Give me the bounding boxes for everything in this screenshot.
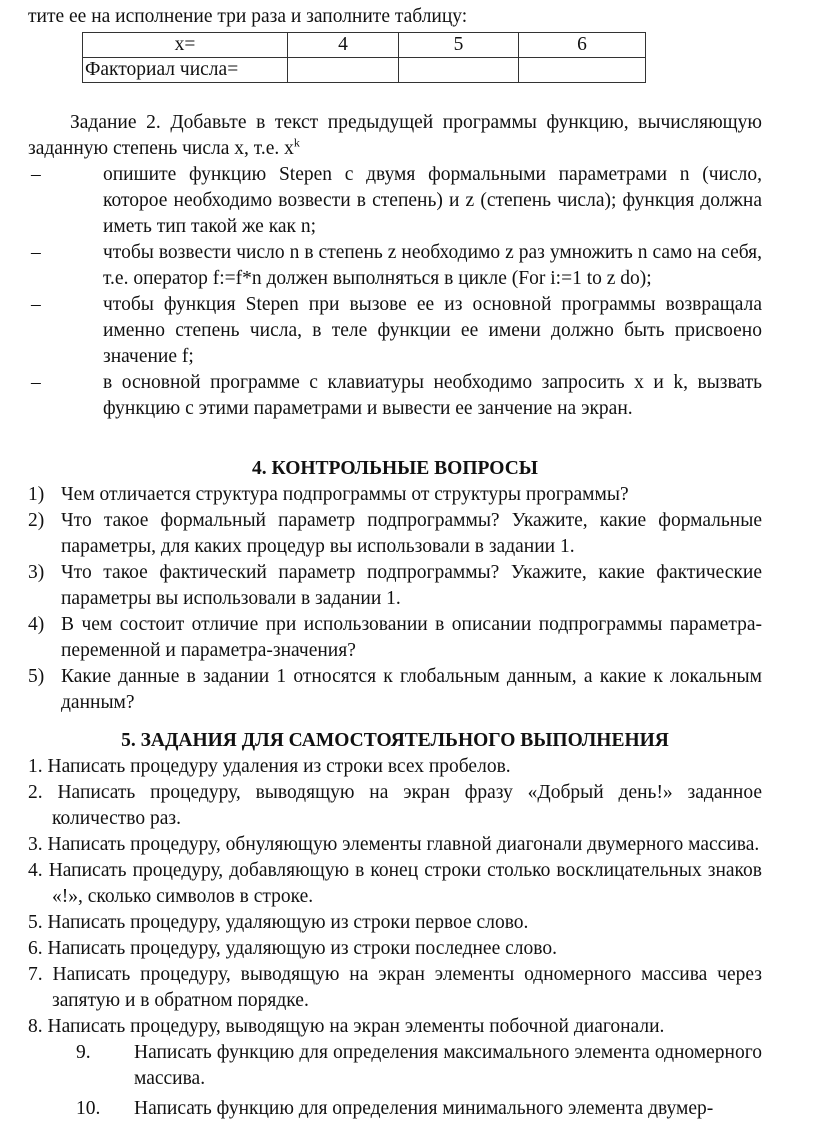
list-item: [28, 292, 762, 370]
list-item: [28, 240, 762, 292]
list-item: [28, 370, 762, 422]
dash-marker: –: [31, 164, 41, 185]
section-heading: 5. ЗАДАНИЯ ДЛЯ САМОСТОЯТЕЛЬНОГО ВЫПОЛНЕНИЯ: [121, 730, 669, 751]
task-item: [28, 1040, 762, 1092]
task-item: 3. Написать процедуру, обнуляющую элементы главной диагонали двумерного массива.: [28, 834, 760, 855]
table-cell: 4: [288, 33, 399, 58]
question-number: 2): [28, 510, 45, 531]
table-row: [83, 58, 646, 83]
question-number: 5): [28, 666, 45, 687]
table-row: [83, 33, 646, 58]
question-item: [28, 482, 762, 508]
section4: [28, 456, 762, 716]
table-cell: [288, 58, 399, 83]
question-text: В чем состоит отличие при использовании в описании подпрограммы параметра-переменной и параметра-значения?: [61, 614, 762, 661]
list-item-text: чтобы возвести число n в степень z необходимо z раз умножить n само на себя, т.е. оператор f:=f*n должен выполняться в цикле (For i:=1 to z do);: [103, 242, 762, 289]
question-text: Что такое формальный параметр подпрограммы? Укажите, какие формальные параметры, для каких процедур вы использовали в задании 1.: [61, 510, 762, 557]
list-item-text: в основной программе с клавиатуры необходимо запросить x и k, вызвать функцию с этими параметрами и вывести ее занчение на экран.: [103, 372, 762, 419]
task-number: 10.: [76, 1098, 101, 1119]
table-cell: Факториал числа=: [83, 58, 288, 83]
task-text: Написать функцию для определения максимального элемента одномерного массива.: [134, 1042, 762, 1089]
task-item: 4. Написать процедуру, добавляющую в конец строки столько восклицательных знаков «!», сколько символов в строке.: [28, 860, 762, 907]
superscript: k: [293, 135, 300, 150]
task-item: 8. Написать процедуру, выводящую на экран элементы побочной диагонали.: [28, 1016, 665, 1037]
task-text: Написать функцию для определения минимального элемента двумер-: [134, 1098, 714, 1119]
question-item: [28, 560, 762, 612]
question-item: [28, 664, 762, 716]
question-number: 1): [28, 484, 45, 505]
task-number: 9.: [76, 1042, 91, 1063]
table-cell: [519, 58, 646, 83]
task-item: 2. Написать процедуру, выводящую на экран фразу «Добрый день!» заданное количество раз.: [28, 782, 762, 829]
factorial-table: [82, 32, 646, 83]
question-number: 3): [28, 562, 45, 583]
task-item: [28, 1096, 762, 1122]
task2-block: [28, 110, 762, 422]
list-item: [28, 162, 762, 240]
list-item-text: опишите функцию Stepen с двумя формальными параметрами n (число, которое необходимо возвести в степень) и z (степень числа); функция должна иметь тип такой же как n;: [103, 164, 762, 237]
table-cell: 5: [399, 33, 519, 58]
question-text: Что такое фактический параметр подпрограммы? Укажите, какие фактические параметры вы использовали в задании 1.: [61, 562, 762, 609]
intro-line: тите ее на исполнение три раза и заполните таблицу:: [28, 6, 468, 27]
task2-text: Задание 2. Добавьте в текст предыдущей программы функцию, вычисляющую заданную степень числа x, т.е. x: [28, 112, 762, 159]
task-item: 6. Написать процедуру, удаляющую из строки последнее слово.: [28, 938, 557, 959]
dash-marker: –: [31, 372, 41, 393]
question-number: 4): [28, 614, 45, 635]
task-item: 7. Написать процедуру, выводящую на экран элементы одномерного массива через запятую и в обратном порядке.: [28, 964, 762, 1011]
table-cell: x=: [83, 33, 288, 58]
dash-marker: –: [31, 294, 41, 315]
table-cell: 6: [519, 33, 646, 58]
task-item: 1. Написать процедуру удаления из строки всех пробелов.: [28, 756, 511, 777]
task2-intro: [28, 110, 762, 162]
section-heading: 4. КОНТРОЛЬНЫЕ ВОПРОСЫ: [252, 458, 538, 479]
question-text: Какие данные в задании 1 относятся к глобальным данным, а какие к локальным данным?: [61, 666, 762, 713]
table-cell: [399, 58, 519, 83]
section5: [28, 728, 762, 1122]
question-item: [28, 612, 762, 664]
dash-marker: –: [31, 242, 41, 263]
question-item: [28, 508, 762, 560]
list-item-text: чтобы функция Stepen при вызове ее из основной программы возвращала именно степень числа, в теле функции ее имени должно быть присвоено значение f;: [103, 294, 762, 367]
question-text: Чем отличается структура подпрограммы от структуры программы?: [61, 484, 629, 505]
task-item: 5. Написать процедуру, удаляющую из строки первое слово.: [28, 912, 529, 933]
